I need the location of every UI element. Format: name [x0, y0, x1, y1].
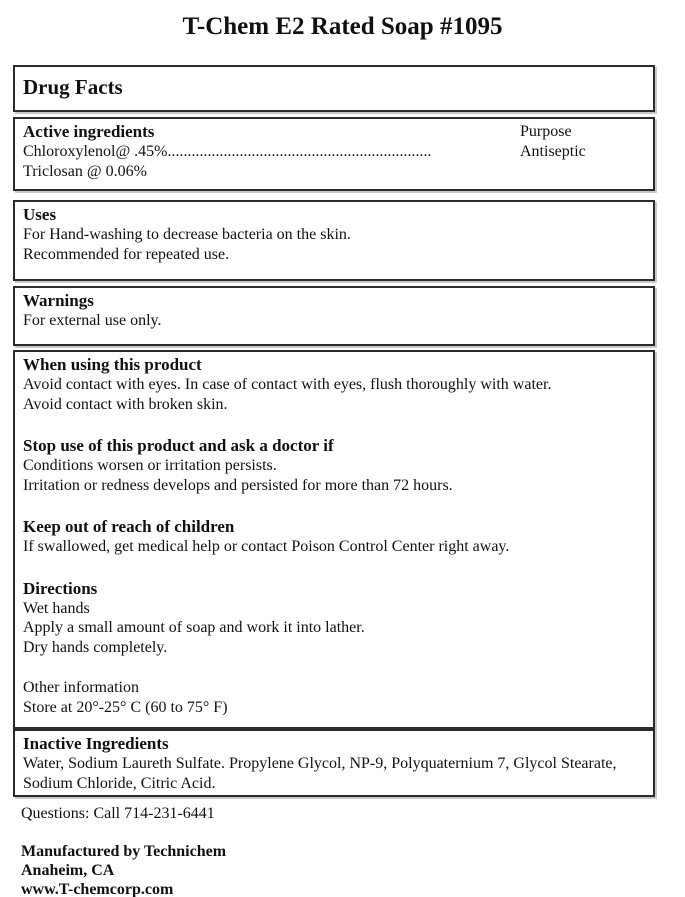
drug-facts-heading: Drug Facts: [23, 75, 123, 99]
manufacturer-info: [21, 842, 685, 897]
questions-phone-line: Questions: Call 714-231-6441: [21, 805, 215, 822]
when-using-heading: When using this product: [23, 355, 202, 374]
ingredient-purpose: Antiseptic: [520, 143, 586, 160]
uses-heading: Uses: [23, 205, 57, 224]
keep-out-of-reach-line: If swallowed, get medical help or contact Poison Control Center right away.: [23, 538, 510, 555]
active-ingredients-table: [23, 121, 645, 181]
stop-use-line: Conditions worsen or irritation persists.: [23, 457, 277, 474]
main-directions-box: [13, 350, 655, 729]
when-using-line: Avoid contact with broken skin.: [23, 395, 228, 413]
directions-line: Dry hands completely.: [23, 638, 168, 656]
directions-line: Apply a small amount of soap and work it into lather.: [23, 619, 365, 636]
product-title: T-Chem E2 Rated Soap #1095: [182, 13, 503, 40]
section-gap: [23, 414, 645, 435]
purpose-column-header: Purpose: [520, 123, 572, 140]
ingredient-row: Triclosan @ 0.06%: [23, 162, 147, 180]
stop-use-heading: Stop use of this product and ask a doctor if: [23, 436, 334, 455]
directions-heading: Directions: [23, 578, 98, 598]
drug-facts-label: [13, 65, 655, 797]
other-information-heading: Other information: [23, 679, 139, 696]
inactive-ingredients-heading: Inactive Ingredients: [23, 734, 169, 753]
keep-out-of-reach-heading: Keep out of reach of children: [23, 517, 235, 536]
manufacturer-line: Anaheim, CA: [21, 862, 115, 879]
inactive-ingredients-box: [13, 729, 655, 797]
warnings-heading: Warnings: [23, 291, 94, 310]
stop-use-line: Irritation or redness develops and persisted for more than 72 hours.: [23, 476, 453, 494]
section-gap: [23, 495, 645, 516]
manufacturer-line: www.T-chemcorp.com: [21, 881, 174, 897]
warnings-box: [13, 286, 655, 346]
active-ingredients-box: [13, 117, 655, 191]
ingredient-row: Chloroxylenol@ .45%..................................................................: [23, 143, 432, 160]
uses-line: Recommended for repeated use.: [23, 245, 230, 263]
section-gap: [23, 657, 645, 678]
other-information-line: Store at 20°-25° C (60 to 75° F): [23, 698, 228, 716]
directions-line: Wet hands: [23, 599, 90, 617]
manufacturer-line: Manufactured by Technichem: [21, 843, 227, 860]
inactive-ingredients-line: Water, Sodium Laureth Sulfate. Propylene Glycol, NP-9, Polyquaternium 7, Glycol Stearate,: [23, 755, 617, 772]
uses-line: For Hand-washing to decrease bacteria on the skin.: [23, 226, 351, 243]
section-gap: [23, 557, 645, 578]
when-using-line: Avoid contact with eyes. In case of contact with eyes, flush thoroughly with water.: [23, 376, 552, 393]
ingredient-purpose: [520, 162, 645, 182]
drug-facts-header-box: [13, 65, 655, 112]
uses-box: [13, 200, 655, 281]
warnings-line: For external use only.: [23, 312, 162, 329]
active-ingredients-heading: Active ingredients: [23, 122, 155, 141]
inactive-ingredients-line: Sodium Chloride, Citric Acid.: [23, 774, 216, 792]
